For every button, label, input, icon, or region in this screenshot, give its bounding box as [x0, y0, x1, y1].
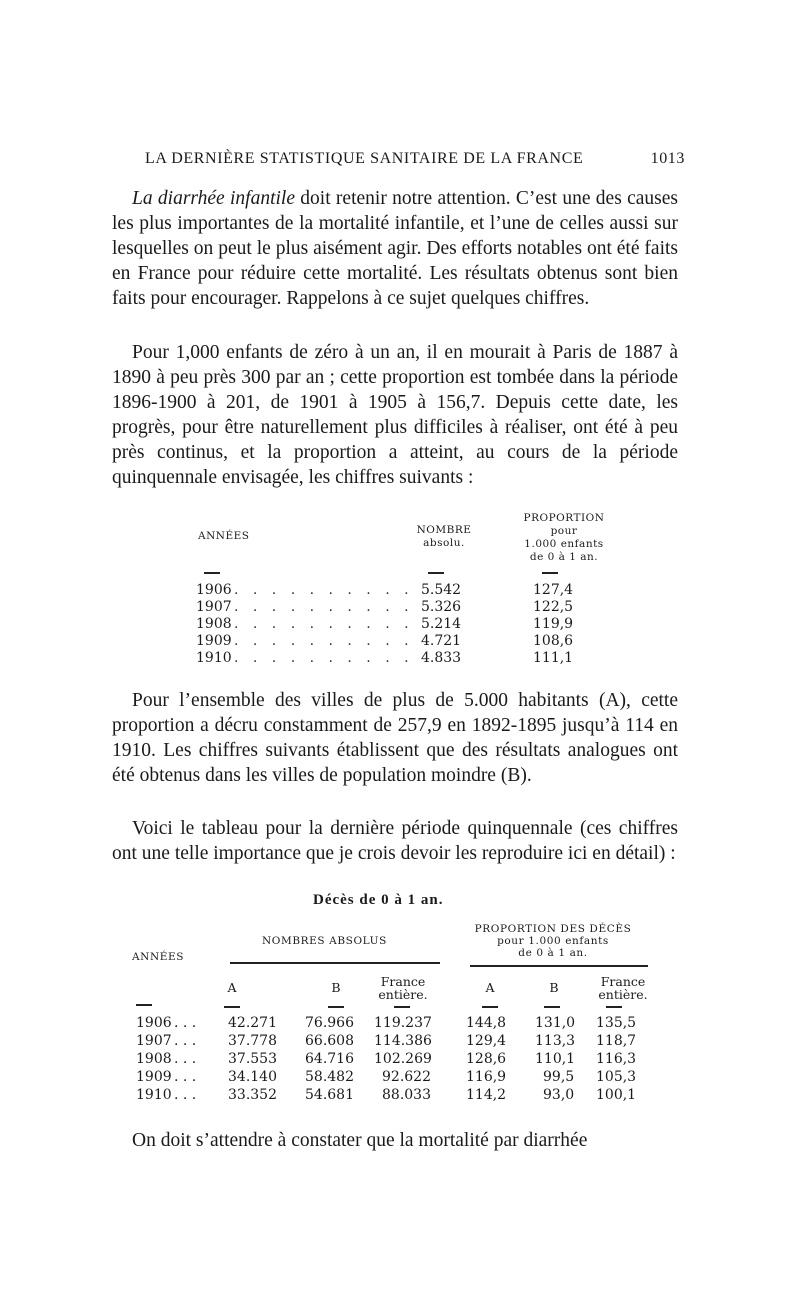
- table-2-dash: [482, 1006, 498, 1008]
- table-1-number: 5.542: [421, 582, 462, 598]
- table-1-header-proportion-line4: de 0 à 1 an.: [529, 551, 599, 563]
- paragraph-5: On doit s’attendre à constater que la mortalité par diarrhée: [132, 1130, 588, 1151]
- table-2-dash: [224, 1006, 240, 1008]
- table-1-row: [196, 616, 656, 633]
- running-head: [145, 150, 685, 168]
- table-1-dash: [542, 572, 558, 574]
- table-2-row: [130, 1033, 690, 1050]
- table-2: [130, 915, 690, 1115]
- table-1-proportion: 111,1: [533, 650, 574, 666]
- table-2-dash: [328, 1006, 344, 1008]
- table-1-year: 1907: [196, 599, 232, 615]
- table-2-prop-france: 116,3: [596, 1051, 637, 1067]
- table-2-sub-pfrance: [588, 975, 658, 1001]
- table-1-number: 5.326: [421, 599, 462, 615]
- table-1-year: 1906: [196, 582, 232, 598]
- table-2-prop-france: 105,3: [596, 1069, 637, 1085]
- table-2-year: 1910: [136, 1087, 172, 1103]
- table-1-header-number: [414, 524, 474, 550]
- table-2-france: 92.622: [382, 1069, 431, 1085]
- table-2-france: 119.237: [374, 1015, 432, 1031]
- paragraph-4: Voici le tableau pour la dernière période quinquennale (ces chiffres ont une telle importance que je crois devoir les reproduire ici en détail) :: [112, 818, 678, 864]
- table-1-dash: [428, 572, 444, 574]
- table-1-number: 5.214: [421, 616, 462, 632]
- table-1-year: 1910: [196, 650, 232, 666]
- table-2-header-proportion-line2: pour 1.000 enfants: [497, 935, 609, 947]
- table-1-header-number-line2: absolu.: [423, 537, 465, 549]
- table-2-header-years: ANNÉES: [132, 951, 185, 963]
- table-2-a: 42.271: [228, 1015, 277, 1031]
- table-2-sub-france-line1: France: [380, 974, 426, 989]
- table-2-header-absolute: NOMBRES ABSOLUS: [262, 935, 387, 947]
- table-1-year: 1909: [196, 633, 232, 649]
- table-2-sub-pb: B: [549, 980, 559, 995]
- table-2-prop-france: 118,7: [596, 1033, 637, 1049]
- table-2-caption: Décès de 0 à 1 an.: [313, 892, 444, 908]
- table-1-header-proportion: [514, 512, 614, 564]
- table-2-sub-france: [368, 975, 438, 1001]
- table-2-france: 102.269: [374, 1051, 432, 1067]
- table-2-a: 37.778: [228, 1033, 277, 1049]
- table-2-row: [130, 1051, 690, 1068]
- table-2-year: 1909: [136, 1069, 172, 1085]
- table-2-prop-a: 116,9: [466, 1069, 507, 1085]
- table-2-france: 88.033: [382, 1087, 431, 1103]
- paragraph-1: [112, 186, 678, 311]
- table-2-b: 54.681: [305, 1087, 354, 1103]
- table-2-sub-france-line2: entière.: [378, 987, 428, 1002]
- table-1-leader: . . . . . . . . . .: [234, 616, 414, 632]
- table-2-sub-pfrance-line1: France: [600, 974, 646, 989]
- table-2-sub-b: B: [331, 980, 341, 995]
- table-1-header-proportion-line2: pour: [550, 525, 578, 537]
- table-2-dash: [394, 1006, 410, 1008]
- table-1-proportion: 108,6: [533, 633, 574, 649]
- table-1-dash: [204, 572, 220, 574]
- table-1-header-proportion-line1: PROPORTION: [523, 512, 605, 524]
- table-2-a: 33.352: [228, 1087, 277, 1103]
- table-2-sub-pfrance-line2: entière.: [598, 987, 648, 1002]
- table-2-a: 37.553: [228, 1051, 277, 1067]
- table-1-leader: . . . . . . . . . .: [234, 650, 414, 666]
- table-1-row: [196, 650, 656, 667]
- table-2-dash: [606, 1006, 622, 1008]
- table-2-leader: . . .: [174, 1033, 197, 1049]
- table-2-header-proportion-line1: PROPORTION DES DÉCÈS: [474, 923, 632, 935]
- table-2-prop-a: 114,2: [466, 1087, 507, 1103]
- table-1-proportion: 122,5: [533, 599, 574, 615]
- table-1-leader: . . . . . . . . . .: [234, 599, 414, 615]
- table-2-a: 34.140: [228, 1069, 277, 1085]
- table-2-header-proportion-line3: de 0 à 1 an.: [518, 947, 588, 959]
- table-1-header-years: ANNÉES: [198, 530, 250, 542]
- running-title: LA DERNIÈRE STATISTIQUE SANITAIRE DE LA FRANCE: [145, 150, 584, 167]
- table-2-france: 114.386: [374, 1033, 432, 1049]
- page-number: 1013: [650, 150, 685, 167]
- paragraph-3: Pour l’ensemble des villes de plus de 5.000 habitants (A), cette proportion a décru constamment de 257,9 en 1892-1895 jusqu’à 114 en 1910. Les chiffres suivants établissent que des résultats analogues ont été obtenus dans les villes de population moindre (B).: [112, 690, 678, 786]
- table-2-brace-proportion: [470, 965, 648, 967]
- table-2-sub-a: A: [227, 980, 237, 995]
- table-2-prop-b: 93,0: [543, 1087, 575, 1103]
- table-2-row: [130, 1015, 690, 1032]
- table-2-leader: . . .: [174, 1015, 197, 1031]
- table-2-brace-absolute: [230, 962, 440, 964]
- table-2-b: 76.966: [305, 1015, 354, 1031]
- table-1-header-proportion-line3: 1.000 enfants: [524, 538, 604, 550]
- table-1-number: 4.721: [421, 633, 462, 649]
- table-2-dash: [136, 1004, 152, 1006]
- table-2-year: 1907: [136, 1033, 172, 1049]
- table-2-header-proportion: [458, 923, 648, 959]
- table-1: [196, 510, 636, 680]
- paragraph-1-text: doit retenir notre attention. C’est une des causes les plus importantes de la mortalité infantile, et l’une de celles aussi sur lesquelles on peut le plus aisément agir. Des efforts notables ont été faits en France pour réduire cette mortalité. Les résultats obtenus sont bien faits pour encourager. Rappelons à ce sujet quelques chiffres.: [112, 188, 678, 309]
- table-1-leader: . . . . . . . . . .: [234, 582, 414, 598]
- table-2-year: 1906: [136, 1015, 172, 1031]
- table-2-prop-b: 99,5: [543, 1069, 575, 1085]
- table-2-leader: . . .: [174, 1051, 197, 1067]
- table-2-b: 64.716: [305, 1051, 354, 1067]
- table-2-prop-a: 128,6: [466, 1051, 507, 1067]
- table-2-dash: [544, 1006, 560, 1008]
- table-2-sub-pa: A: [485, 980, 495, 995]
- table-1-number: 4.833: [421, 650, 462, 666]
- paragraph-2: Pour 1,000 enfants de zéro à un an, il en mourait à Paris de 1887 à 1890 à peu près 300 par an ; cette proportion est tombée dans la période 1896-1900 à 201, de 1901 à 1905 à 156,7. Depuis cette date, les progrès, pour être naturellement plus difficiles à réaliser, ont été à peu près continus, et la proportion a atteint, au cours de la période quinquennale envisagée, les chiffres suivants :: [112, 342, 678, 488]
- paragraph-1-italic: La diarrhée infantile: [132, 188, 295, 209]
- table-1-header-number-line1: NOMBRE: [416, 524, 472, 536]
- table-2-prop-b: 113,3: [535, 1033, 576, 1049]
- table-2-prop-france: 135,5: [596, 1015, 637, 1031]
- table-1-proportion: 127,4: [533, 582, 574, 598]
- table-2-prop-b: 131,0: [535, 1015, 576, 1031]
- table-2-prop-a: 144,8: [466, 1015, 507, 1031]
- table-1-proportion: 119,9: [533, 616, 574, 632]
- table-1-row: [196, 582, 656, 599]
- table-2-year: 1908: [136, 1051, 172, 1067]
- table-2-b: 58.482: [305, 1069, 354, 1085]
- table-1-year: 1908: [196, 616, 232, 632]
- table-2-prop-france: 100,1: [596, 1087, 637, 1103]
- table-1-row: [196, 599, 656, 616]
- table-2-prop-b: 110,1: [535, 1051, 576, 1067]
- table-2-b: 66.608: [305, 1033, 354, 1049]
- table-2-prop-a: 129,4: [466, 1033, 507, 1049]
- table-2-row: [130, 1069, 690, 1086]
- table-1-row: [196, 633, 656, 650]
- table-2-leader: . . .: [174, 1069, 197, 1085]
- table-1-leader: . . . . . . . . . .: [234, 633, 414, 649]
- table-2-leader: . . .: [174, 1087, 197, 1103]
- table-2-row: [130, 1087, 690, 1104]
